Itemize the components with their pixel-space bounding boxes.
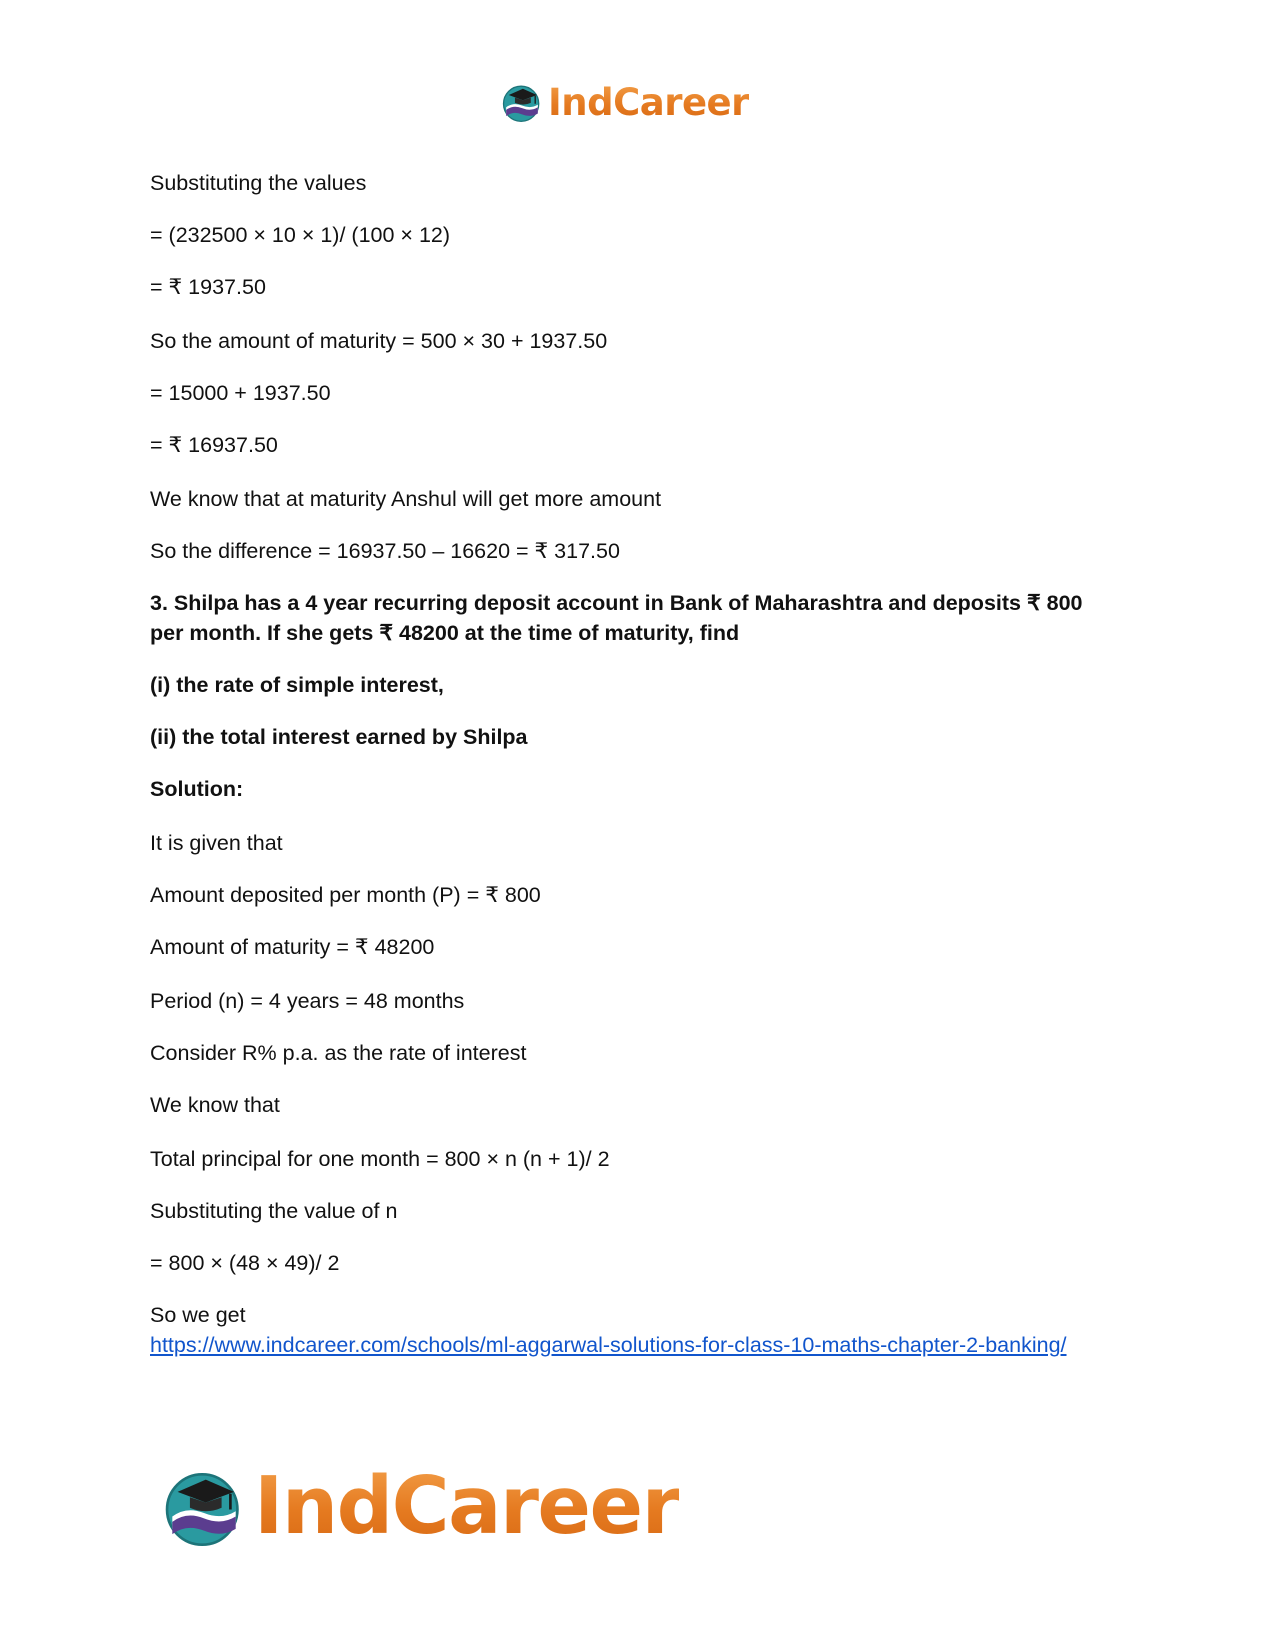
text-line: Period (n) = 4 years = 48 months: [150, 989, 465, 1013]
question-part-ii: (ii) the total interest earned by Shilpa: [150, 725, 528, 749]
text-line: Amount deposited per month (P) = ₹ 800: [150, 883, 541, 907]
footer-logo: [160, 1458, 679, 1554]
graduation-book-globe-icon: [500, 80, 544, 124]
text-line: = (232500 × 10 × 1)/ (100 × 12): [150, 223, 451, 247]
text-line: = 800 × (48 × 49)/ 2: [150, 1251, 340, 1275]
text-line: So the difference = 16937.50 – 16620 = ₹ 317.50: [150, 539, 620, 563]
source-link[interactable]: https://www.indcareer.com/schools/ml-aggarwal-solutions-for-class-10-maths-chapter-2-banking/: [150, 1333, 1067, 1357]
text-line: = ₹ 1937.50: [150, 275, 266, 299]
text-line: It is given that: [150, 831, 283, 855]
text-line: We know that: [150, 1093, 280, 1117]
text-line: Substituting the value of n: [150, 1199, 398, 1223]
question-part-i: (i) the rate of simple interest,: [150, 673, 444, 697]
text-line: = ₹ 16937.50: [150, 433, 278, 457]
text-line: Consider R% p.a. as the rate of interest: [150, 1041, 527, 1065]
text-line: Substituting the values: [150, 171, 367, 195]
text-line: Amount of maturity = ₹ 48200: [150, 935, 435, 959]
question-text: 3. Shilpa has a 4 year recurring deposit account in Bank of Maharashtra and deposits ₹ 800 per month. If she gets ₹ 48200 at the time of maturity, find: [150, 591, 1083, 645]
text-line: So the amount of maturity = 500 × 30 + 1937.50: [150, 329, 608, 353]
logo-wordmark: IndCareer: [548, 80, 749, 124]
solution-label: Solution:: [150, 777, 244, 801]
text-line: So we get: [150, 1303, 246, 1327]
header-logo: [500, 78, 749, 126]
graduation-book-globe-icon: [160, 1462, 248, 1550]
logo-wordmark: IndCareer: [254, 1460, 680, 1552]
text-line: = 15000 + 1937.50: [150, 381, 331, 405]
text-line: We know that at maturity Anshul will get more amount: [150, 487, 662, 511]
text-line: Total principal for one month = 800 × n (n + 1)/ 2: [150, 1147, 610, 1171]
